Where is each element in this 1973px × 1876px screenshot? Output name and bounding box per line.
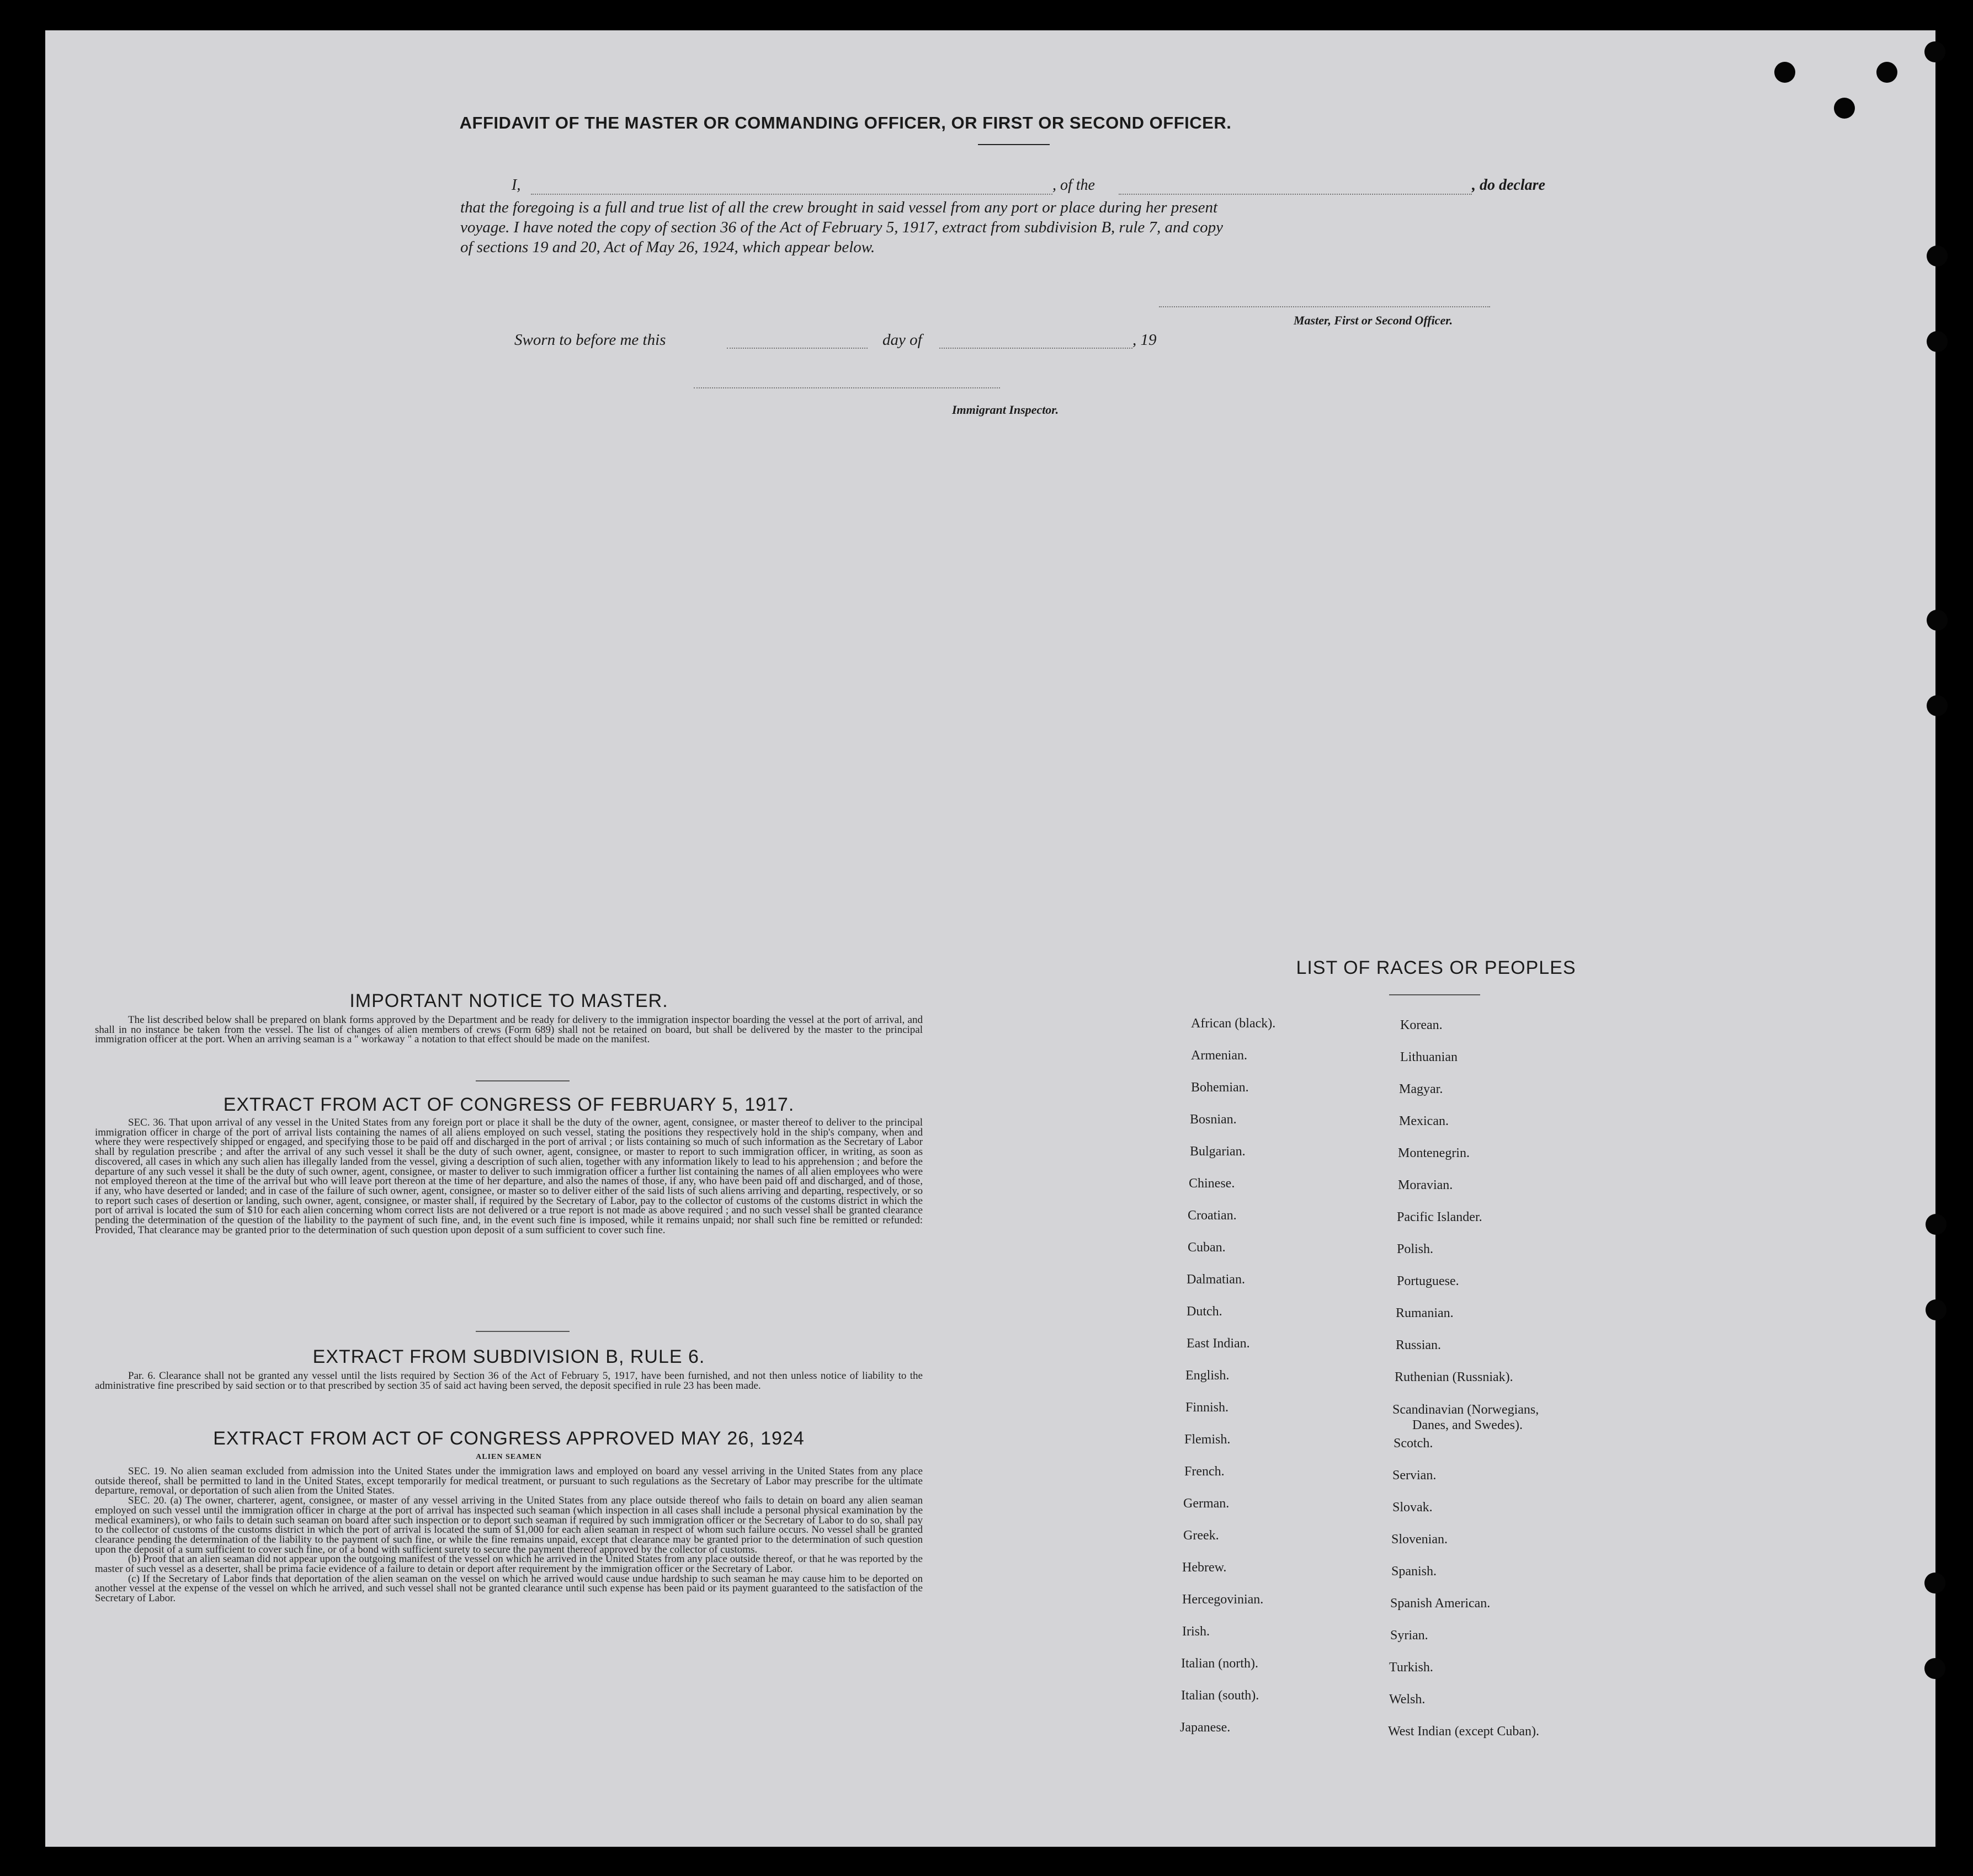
race-item: Pacific Islander. [1397,1210,1482,1224]
race-item: Russian. [1396,1338,1442,1352]
race-item: Welsh. [1389,1692,1426,1707]
race-item: Slovak. [1392,1500,1433,1515]
inspector-signature-line [694,387,1000,388]
race-item: Armenian. [1191,1048,1247,1063]
race-item: Polish. [1397,1242,1434,1256]
race-item: Cuban. [1188,1240,1226,1255]
race-item: Italian (north). [1181,1656,1258,1671]
sec20c-paragraph: (c) If the Secretary of Labor finds that deportation of the alien seaman on the vessel on which he arrived would cause undue hardship to such seaman he may cause him to be deported on another vessel at the expense of the vessel on which he arrived, and such vessel shall not be granted clearance until such expense has been paid or its payment guaranteed to the satisfaction of the Secretary of Labor. [95,1573,923,1605]
punch-hole [1927,610,1948,631]
race-item: Ruthenian (Russniak). [1395,1370,1513,1384]
race-item: Japanese. [1180,1720,1231,1735]
punch-hole [1927,331,1948,352]
race-item: Spanish American. [1390,1596,1491,1611]
sworn-year: , 19 [1132,331,1157,349]
races-divider [1389,994,1480,995]
race-item: Slovenian. [1391,1532,1448,1547]
race-item: Hercegovinian. [1182,1592,1264,1607]
sworn-day-line [727,348,868,349]
races-title: LIST OF RACES OR PEOPLES [1296,957,1576,978]
notice-body: The list described below shall be prepared on blank forms approved by the Department and be ready for delivery to the immigration inspector boarding the vessel at the port of arrival, and shall in no instance be taken from the vessel. The list of changes of alien members of crews (Form 689) shall not be retained on board, but shall be delivered by the master to the principal immigration officer at the port. When an arriving seaman is a " workaway " a notation to that effect should be made on the manifest. [95,1014,923,1046]
affidavit-body-line: that the foregoing is a full and true list of all the crew brought in said vessel from any port or place during her present [460,199,1218,216]
form-page [45,30,1935,1847]
punch-hole [1774,62,1795,83]
race-item: Dutch. [1187,1304,1222,1319]
punch-hole [1924,41,1945,62]
inspector-label: Immigrant Inspector. [952,403,1059,417]
extract-rule6-title: EXTRACT FROM SUBDIVISION B, RULE 6. [312,1346,705,1367]
race-item: German. [1183,1496,1230,1511]
sworn-prefix: Sworn to before me this [514,331,666,349]
race-item: Servian. [1392,1468,1437,1483]
race-item: East Indian. [1187,1336,1250,1351]
notice-title: IMPORTANT NOTICE TO MASTER. [349,990,668,1011]
extract-1924-subtitle: ALIEN SEAMEN [476,1453,542,1461]
race-item: Bulgarian. [1190,1144,1246,1159]
race-item: English. [1185,1368,1230,1383]
section-divider [476,1331,570,1332]
race-item: Croatian. [1188,1208,1237,1223]
affidavit-declare: , do declare [1472,177,1545,194]
race-item: Turkish. [1389,1660,1433,1675]
race-item: Chinese. [1189,1176,1235,1191]
affidavit-title: AFFIDAVIT OF THE MASTER OR COMMANDING OFFICER, OR FIRST OR SECOND OFFICER. [459,113,1232,132]
race-item: African (black). [1191,1016,1276,1031]
race-item: West Indian (except Cuban). [1388,1724,1539,1739]
race-item: Flemish. [1184,1432,1231,1447]
race-item: Korean. [1400,1018,1443,1032]
race-item: Hebrew. [1182,1560,1227,1575]
punch-hole [1924,1573,1945,1593]
master-signature-label: Master, First or Second Officer. [1294,313,1453,327]
race-item: Finnish. [1185,1400,1229,1415]
extract-1924-body [95,1467,923,1603]
sworn-month-line [939,348,1132,349]
sec20a-paragraph: SEC. 20. (a) The owner, charterer, agent, consignee, or master of any vessel arriving in the United States from any place outside thereof who fails to detain on board any alien seaman employed on such vessel until the immigration officer in charge at the port of arrival has inspected such seaman (which inspection in all cases shall include a personal physical examination by the medical examiners), or who fails to detain such seaman on board after such inspection or to deport such seaman if required by such immigration officer or the Secretary of Labor to do so, shall pay to the collector of customs of the customs district in which the port of arrival is located the sum of $1,000 for each alien seaman in respect of whom such failure occurs. No vessel shall be granted clearance pending the determination of the liability to the payment of such fine, or while the fine remains unpaid, except that clearance may be granted prior to the determination of such question upon the deposit of a sum sufficient to cover such fine, or of a bond with sufficient surety to secure the payment thereof approved by the collector of customs. [95,1495,923,1555]
affidavit-body-line: voyage. I have noted the copy of section 36 of the Act of February 5, 1917, extract from subdivision B, rule 7, and copy [460,218,1224,236]
affidavit-body [460,198,1223,257]
extract-rule6-body: Par. 6. Clearance shall not be granted any vessel until the lists required by Section 36 of the Act of February 5, 1917, have been furnished, and not then unless notice of liability to the administrative fine prescribed by said section or to that prescribed by section 35 of said act having been served, the deposit specified in rule 23 has been made. [95,1370,923,1392]
race-item: Greek. [1183,1528,1219,1543]
race-item: Montenegrin. [1398,1146,1470,1160]
punch-hole [1926,1214,1947,1235]
affidavit-intro-i: I, [512,177,521,194]
punch-hole [1924,1658,1945,1679]
master-signature-line [1159,306,1490,307]
punch-hole [1926,1299,1947,1320]
sec19-paragraph: SEC. 19. No alien seaman excluded from admission into the United States under the immigration laws and employed on board any vessel arriving in the United States from any place outside thereof, shall be permitted to land in the United States, except temporarily for medical treatment, or pursuant to such regulations as the Secretary of Labor may prescribe for the ultimate departure, removal, or deportation of such alien from the United States. [95,1465,923,1497]
race-item: Scandinavian (Norwegians, Danes, and Swedes). [1392,1403,1539,1432]
race-item: Irish. [1182,1624,1210,1639]
punch-hole [1927,695,1948,716]
race-item: Bosnian. [1190,1112,1237,1127]
race-item: Lithuanian [1400,1050,1458,1064]
race-item: Spanish. [1391,1564,1437,1579]
extract-1924-title: EXTRACT FROM ACT OF CONGRESS APPROVED MAY 26, 1924 [213,1428,805,1449]
race-item: Portuguese. [1397,1274,1459,1288]
punch-hole [1876,62,1897,83]
affidavit-of-the: , of the [1052,177,1095,194]
title-divider [978,144,1050,145]
race-item: French. [1184,1464,1225,1479]
sec20b-paragraph: (b) Proof that an alien seaman did not appear upon the outgoing manifest of the vessel on which he arrived in the United States from any place outside thereof, or that he was reported by the master of such vessel as a deserter, shall be prima facie evidence of a failure to detain or deport after requirement by the immigration officer or the Secretary of Labor. [95,1553,923,1575]
extract-1917-body: SEC. 36. That upon arrival of any vessel in the United States from any foreign port or place it shall be the duty of the owner, agent, consignee, or master thereof to deliver to the principal immigration officer in charge of the port of arrival lists containing the names of all aliens employed on such vessel, stating the positions they respectively hold in the ship's company, when and where they were respectively shipped or engaged, and specifying those to be paid off and discharged in the port of arrival ; or lists containing so much of such information as the Secretary of Labor shall by regulation prescribe ; and after the arrival of any such vessel it shall be the duty of such owner, agent, consignee, or master to report to such immigration officer, in writing, as soon as discovered, all cases in which any such alien has illegally landed from the vessel, giving a description of such alien, together with any information likely to lead to his apprehension ; and before the departure of any such vessel it shall be the duty of such owner, agent, consignee, or master to deliver to such immigration officer a further list containing the names of all alien employees who were not employed thereon at the time of the arrival but who will leave port thereon at the time of her departure, and also the names of those, if any, who have been paid off and discharged, and of those, if any, who have deserted or landed; and in case of the failure of such owner, agent, consignee, or master so to deliver either of the said lists of such aliens arriving and departing, respectively, or so to report such cases of desertion or landing, such owner, agent, consignee, or master shall, if required by the Secretary of Labor, pay to the collector of customs of the customs district in which the port of arrival is located the sum of $10 for each alien concerning whom correct lists are not delivered or a true report is not made as above required ; and no such vessel shall be granted clearance pending the determination of the question of the liability to the payment of such fine, and, in the event such fine is imposed, while it remains unpaid; nor shall such fine be remitted or refunded: Provided, That clearance may be granted prior to the determination of such question upon deposit of a sum sufficient to cover such fine. [95,1117,923,1236]
race-item: Bohemian. [1191,1080,1249,1095]
race-item: Syrian. [1390,1628,1428,1643]
section-divider [476,1080,570,1081]
name-line [531,194,1052,195]
race-item: Dalmatian. [1187,1272,1245,1287]
race-item: Moravian. [1398,1178,1453,1192]
race-item: Mexican. [1399,1114,1449,1128]
punch-hole [1834,98,1855,119]
race-item: Rumanian. [1396,1306,1454,1320]
vessel-line [1119,194,1472,195]
race-item: Scotch. [1394,1436,1433,1451]
race-item: Italian (south). [1181,1688,1259,1703]
affidavit-body-line: of sections 19 and 20, Act of May 26, 1924, which appear below. [460,238,875,256]
race-item: Magyar. [1399,1082,1443,1096]
extract-1917-title: EXTRACT FROM ACT OF CONGRESS OF FEBRUARY 5, 1917. [223,1094,795,1115]
sworn-day-of: day of [882,331,922,349]
punch-hole [1927,246,1948,267]
